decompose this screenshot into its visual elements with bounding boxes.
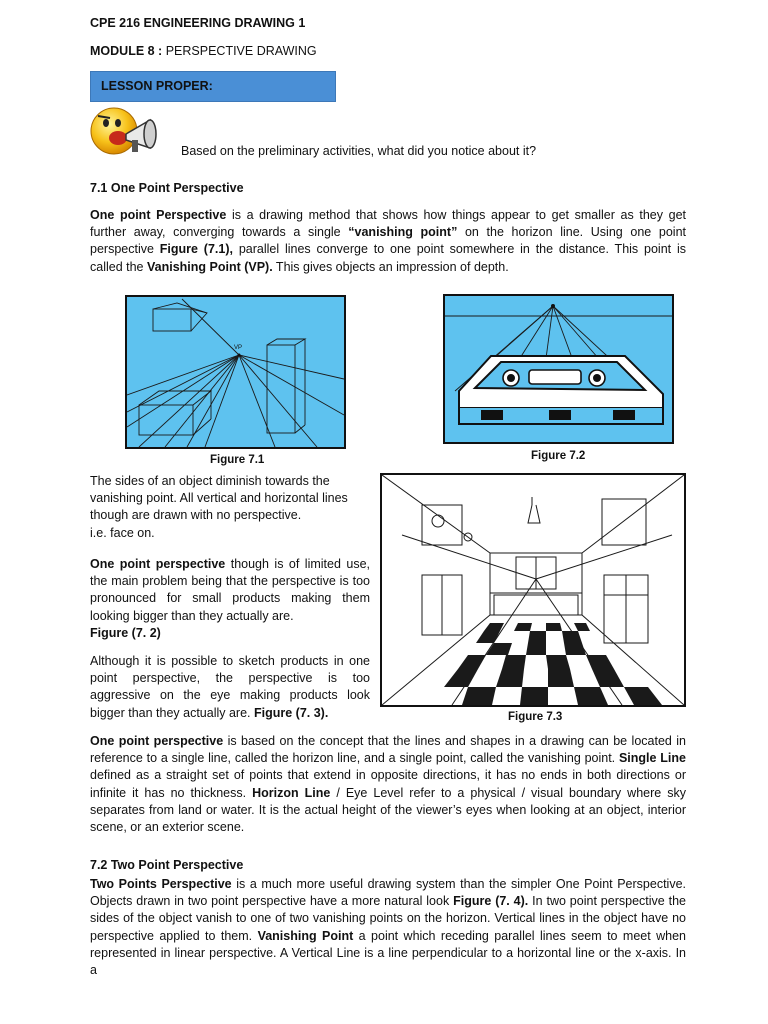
- sides-paragraph: The sides of an object diminish towards the vanishing point. All vertical and horizontal lines though are drawn with no perspective. i.e. face on.: [90, 474, 348, 540]
- lesson-proper-banner: LESSON PROPER:: [90, 71, 336, 102]
- concept-paragraph: One point perspective is based on the concept that the lines and shapes in a drawing can be located in reference to a single line, called the horizon line, and a single point, called the vanishing point. Single Line defined as a straight set of points that extend in opposite directions, it has no ends in both directions or infinite it has no thickness. Horizon Line / Eye Level refer to a physical / visual boundary where sky separates from land or water. It is the actual height of the viewer’s eyes when looking at an object, interior scene, or an exterior scene.: [90, 734, 686, 835]
- limited-use-paragraph: One point perspective though is of limited use, the main problem being that the perspective is too pronounced for small products making them looking bigger than they actually are. Figure (7. 2): [90, 557, 371, 640]
- figure-7-2-caption: Figure 7.2: [531, 450, 586, 462]
- preliminary-prompt: Based on the preliminary activities, what did you notice about it?: [181, 144, 537, 158]
- figure-7-3-kitchen-drawing: [380, 473, 686, 707]
- figure-7-1-one-point-diagram: [125, 295, 346, 449]
- one-point-intro-paragraph: One point Perspective is a drawing method that shows how things appear to get smaller as they get further away, converging towards a single “vanishing point” on the horizon line. Using one point perspective Figure (7.1), parallel lines converge to one point somewhere in the distance. This point is called the Vanishing Point (VP). This gives objects an impression of depth.: [90, 208, 687, 274]
- figure-7-2-cassette-drawing: [443, 294, 674, 444]
- megaphone-smiley-icon: [88, 104, 174, 158]
- section-7-1-title: 7.1 One Point Perspective: [90, 181, 244, 195]
- vp-label: VP: [234, 345, 243, 351]
- although-paragraph: Although it is possible to sketch products in one point perspective, the perspective is too aggressive on the eye making products look bigger than they actually are. Figure (7. 3).: [90, 654, 370, 720]
- two-point-paragraph: Two Points Perspective is a much more useful drawing system than the simpler One Point Perspective. Objects drawn in two point perspective have a more natural look Figure (7. 4). In two point perspective the sides of the object vanish to one of two vanishing points on the horizon. Vertical lines in the object have no perspective applied to them. Vanishing Point a point which receding parallel lines seem to meet when represented in linear perspective. A Vertical Line is a line perpendicular to a horizontal line or the x-axis. In a: [90, 877, 686, 978]
- module-title: MODULE 8 : PERSPECTIVE DRAWING: [90, 44, 317, 58]
- course-title: CPE 216 ENGINEERING DRAWING 1: [90, 16, 306, 30]
- figure-7-1-caption: Figure 7.1: [210, 454, 265, 466]
- section-7-2-title: 7.2 Two Point Perspective: [90, 858, 244, 872]
- figure-7-3-caption: Figure 7.3: [508, 711, 563, 723]
